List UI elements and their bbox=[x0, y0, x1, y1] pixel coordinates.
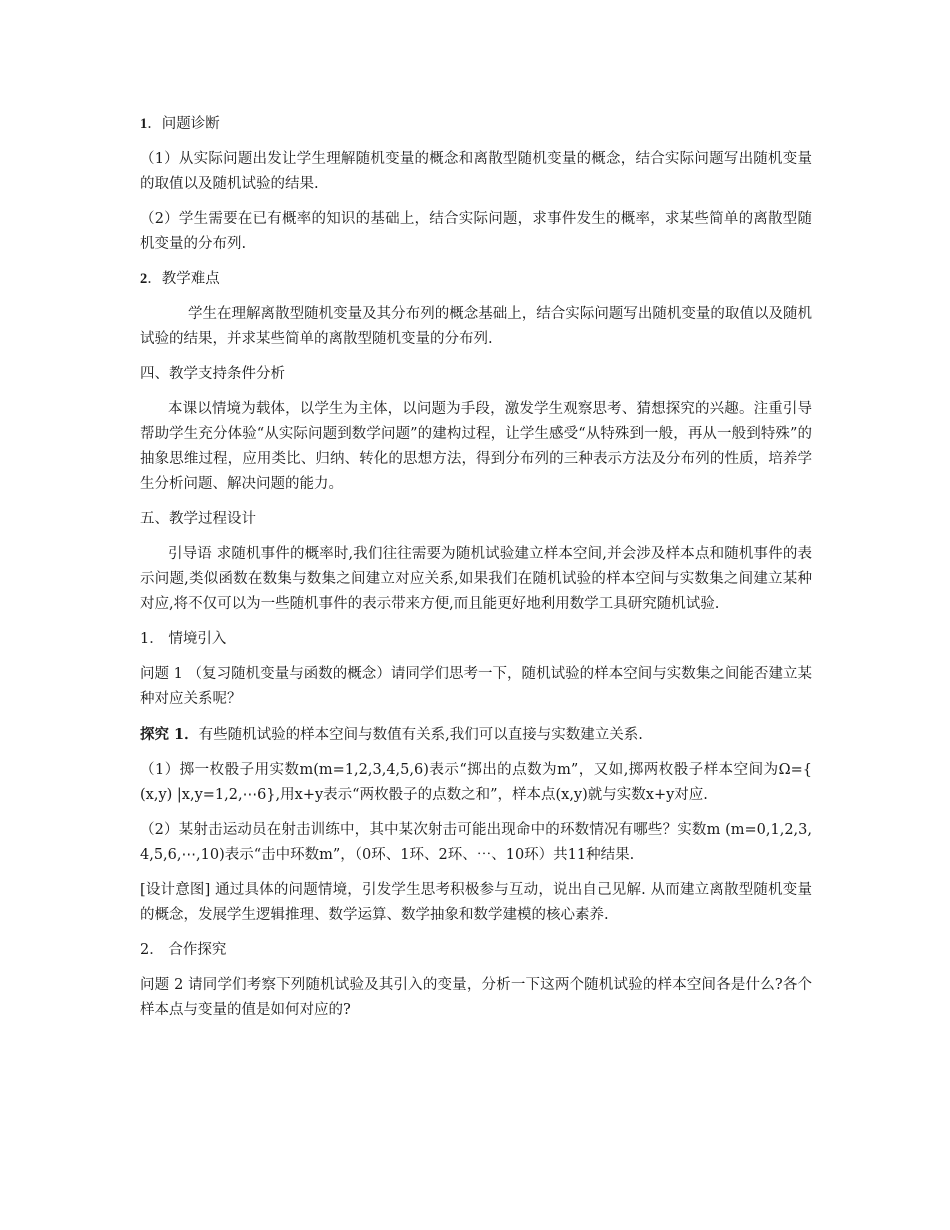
heading-cooperative-exploration: 2． 合作探究 bbox=[140, 942, 227, 958]
section-title: ．问题诊断 bbox=[147, 116, 220, 132]
paragraph-question-2: 问题 2 请同学们考察下列随机试验及其引入的变量，分析一下这两个随机试验的样本空间各是什么?各个样本点与变量的值是如何对应的? bbox=[140, 977, 812, 1018]
paragraph-introduction: 引导语 求随机事件的概率时,我们往往需要为随机试验建立样本空间,并会涉及样本点和随机事件的表示问题,类似函数在数集与数集之间建立对应关系,如果我们在随机试验的样本空间与实数集之间建立某种对应,将不仅可以为一些随机事件的表示带来方便,而且能更好地利用数学工具研究随机试验. bbox=[140, 546, 812, 612]
heading-support-conditions: 四、教学支持条件分析 bbox=[140, 366, 285, 382]
paragraph-question-1: 问题 1 （复习随机变量与函数的概念）请同学们思考一下，随机试验的样本空间与实数集之间能否建立某种对应关系呢？ bbox=[140, 666, 812, 707]
heading-process-design: 五、教学过程设计 bbox=[140, 511, 256, 527]
heading-situation-introduction: 1． 情境引入 bbox=[140, 631, 227, 647]
paragraph-exploration-1 bbox=[140, 722, 812, 748]
exploration-label: 探究 1． bbox=[140, 726, 199, 743]
section-title: ．教学难点 bbox=[147, 271, 220, 287]
paragraph-diagnosis-1: （1）从实际问题出发让学生理解随机变量的概念和离散型随机变量的概念，结合实际问题写出随机变量的取值以及随机试验的结果. bbox=[140, 151, 812, 192]
paragraph-difficulty: 学生在理解离散型随机变量及其分布列的概念基础上，结合实际问题写出随机变量的取值以及随机试验的结果，并求某些简单的离散型随机变量的分布列. bbox=[140, 306, 812, 347]
section-heading-teaching-difficulty bbox=[140, 267, 812, 292]
paragraph-diagnosis-2: （2）学生需要在已有概率的知识的基础上，结合实际问题，求事件发生的概率，求某些简单的离散型随机变量的分布列. bbox=[140, 211, 812, 252]
paragraph-shooting-example: （2）某射击运动员在射击训练中，其中某次射击可能出现命中的环数情况有哪些？实数m (m=0,1,2,3,4,5,6,⋯,10)表示“击中环数m”，（0环、1环、2环、⋯、10环）共11种结果. bbox=[140, 822, 812, 863]
paragraph-dice-example: （1）掷一枚骰子用实数m(m=1,2,3,4,5,6)表示“掷出的点数为m”，又如,掷两枚骰子样本空间为Ω={ (x,y) |x,y=1,2,⋯6},用x+y表示“两枚骰子的点数之和”，样本点(x,y)就与实数x+y对应. bbox=[140, 762, 812, 803]
paragraph-design-intent: [设计意图] 通过具体的问题情境，引发学生思考积极参与互动，说出自己见解. 从而建立离散型随机变量的概念，发展学生逻辑推理、数学运算、数学抽象和数学建模的核心素养. bbox=[140, 882, 812, 923]
paragraph-support-conditions: 本课以情境为载体，以学生为主体，以问题为手段，激发学生观察思考、猜想探究的兴趣。注重引导帮助学生充分体验“从实际问题到数学问题”的建构过程，让学生感受“从特殊到一般，再从一般到特殊”的抽象思维过程，应用类比、归纳、转化的思想方法，得到分布列的三种表示方法及分布列的性质，培养学生分析问题、解决问题的能力。 bbox=[140, 401, 812, 492]
section-number: 2 bbox=[140, 271, 148, 287]
exploration-text: 有些随机试验的样本空间与数值有关系,我们可以直接与实数建立关系. bbox=[198, 727, 643, 743]
document-page bbox=[140, 112, 812, 1033]
section-heading-problem-diagnosis bbox=[140, 112, 812, 137]
section-number: 1 bbox=[140, 116, 148, 132]
